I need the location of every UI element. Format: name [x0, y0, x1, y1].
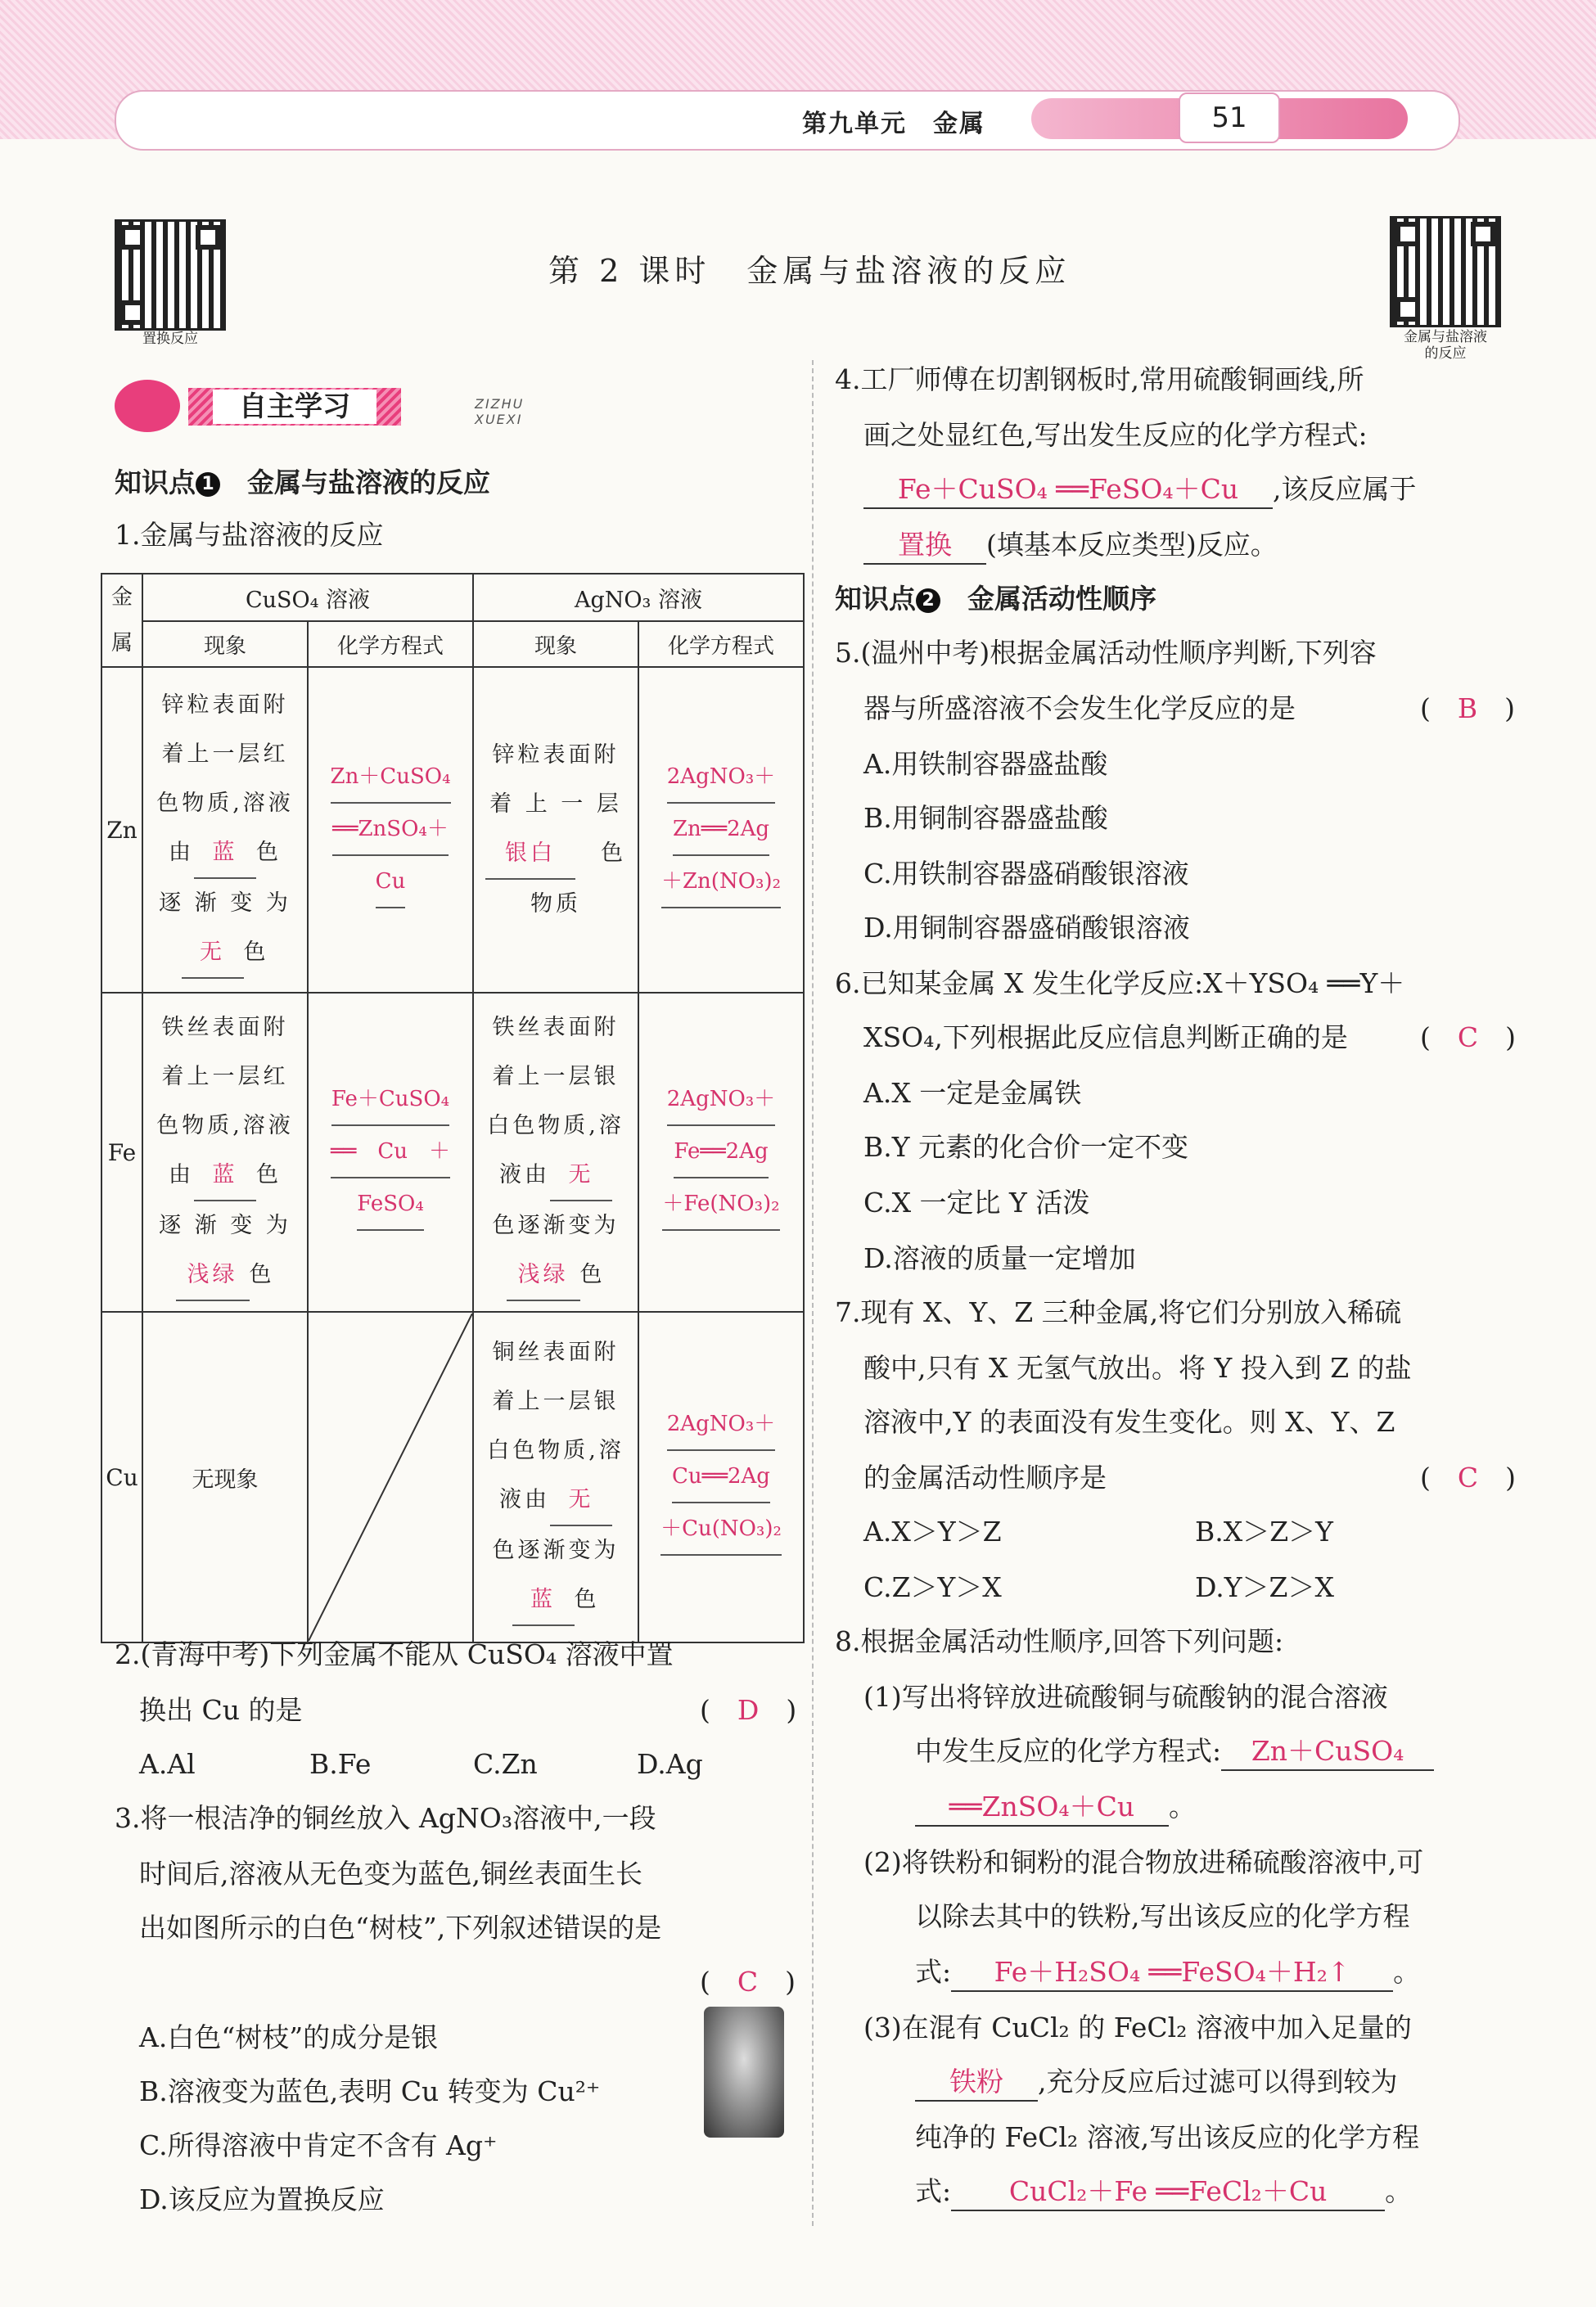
q8-p3-line-2: 铁粉 ,充分反应后过滤可以得到较为 — [915, 2064, 1398, 2102]
q5-option-c: C.用铁制容器盛硝酸银溶液 — [863, 858, 1189, 890]
q5-answer: ( B ) — [1420, 692, 1516, 724]
q8-p3-line-3: 纯净的 FeCl₂ 溶液,写出该反应的化学方程 — [915, 2121, 1420, 2153]
page-number: 51 — [1179, 92, 1280, 143]
q8-p1-line-2: 中发生反应的化学方程式: Zn＋CuSO₄ — [915, 1733, 1434, 1771]
q7-line-4: 的金属活动性顺序是 — [863, 1462, 1107, 1494]
q2-option-c: C.Zn — [473, 1748, 538, 1780]
q2-option-d: D.Ag — [637, 1748, 703, 1780]
q7-answer: ( C ) — [1420, 1462, 1516, 1494]
q7-option-d: D.Y＞Z＞X — [1195, 1571, 1334, 1603]
q7-line-1: 7.现有 X、Y、Z 三种金属,将它们分别放入稀硫 — [835, 1296, 1402, 1328]
reaction-table: 金 属 CuSO₄ 溶液 AgNO₃ 溶液 现象 化学方程式 现象 化学方程式 Zn 锌粒表面附 着上一层红 色物质,溶液 由 蓝 色 逐 渐 变 为 无 色 Zn＋CuSO₄ ══ZnSO₄＋ Cu 锌粒表面附 着 上 一 层 银白 色 物质 2AgNO₃＋ Zn══2Ag ＋Zn(NO₃)₂ Fe 铁丝表面附 着上一层红 色物质,溶液 由 蓝 色 逐 渐 变 为 浅绿 色 Fe＋CuSO₄ ══ Cu ＋ FeSO₄ 铁丝表面附 着上一层银 白色物质,溶 液由 无 色逐渐变为 浅绿 色 2AgNO₃＋ Fe══2Ag ＋Fe(NO₃)₂ Cu 无现象 铜丝表面附 着上一层银 白色物质,溶 液由 无 色逐渐变为 蓝 色 2AgNO₃＋ Cu══2Ag ＋Cu(NO₃)₂ — [101, 573, 805, 1643]
q7-line-2: 酸中,只有 X 无氢气放出。将 Y 投入到 Z 的盐 — [863, 1352, 1412, 1384]
test-tube-image — [704, 2007, 784, 2138]
q7-option-b: B.X＞Z＞Y — [1195, 1516, 1333, 1548]
q6-option-c: C.X 一定比 Y 活泼 — [863, 1187, 1090, 1219]
table-row: Cu 无现象 铜丝表面附 着上一层银 白色物质,溶 液由 无 色逐渐变为 蓝 色 2AgNO₃＋ Cu══2Ag ＋Cu(NO₃)₂ — [101, 1312, 804, 1642]
q4-line-3: Fe＋CuSO₄ ══FeSO₄＋Cu ,该反应属于 — [863, 471, 1417, 509]
pencil-icon — [115, 380, 180, 432]
qr-right-caption-2: 的反应 — [1424, 345, 1467, 362]
column-divider — [812, 360, 814, 2226]
q5-option-b: B.用铜制容器盛盐酸 — [863, 802, 1108, 834]
q2-answer: ( D ) — [700, 1694, 797, 1726]
q3-answer: ( C ) — [700, 1966, 796, 1998]
q8-p1-line-3: ══ZnSO₄＋Cu 。 — [915, 1789, 1196, 1827]
q6-answer: ( C ) — [1420, 1021, 1516, 1053]
q5-option-a: A.用铁制容器盛盐酸 — [863, 748, 1108, 780]
q6-option-b: B.Y 元素的化合价一定不变 — [863, 1131, 1189, 1163]
q2-line-2: 换出 Cu 的是 — [139, 1694, 303, 1726]
qr-right-caption-1: 金属与盐溶液 — [1404, 329, 1487, 345]
q3-option-c: C.所得溶液中肯定不含有 Ag⁺ — [139, 2129, 498, 2161]
table-row: Zn 锌粒表面附 着上一层红 色物质,溶液 由 蓝 色 逐 渐 变 为 无 色 Zn＋CuSO₄ ══ZnSO₄＋ Cu 锌粒表面附 着 上 一 层 银白 色 物质 2AgNO₃＋ Zn══2Ag ＋Zn(NO₃)₂ — [101, 667, 804, 993]
q3-line-3: 出如图所示的白色“树枝”,下列叙述错误的是 — [139, 1912, 662, 1944]
q2-option-b: B.Fe — [309, 1748, 372, 1780]
q8-line-0: 8.根据金属活动性顺序,回答下列问题: — [835, 1625, 1284, 1657]
qr-left-caption: 置换反应 — [142, 331, 198, 347]
q5-option-d: D.用铜制容器盛硝酸银溶液 — [863, 912, 1190, 944]
q3-option-d: D.该反应为置换反应 — [139, 2183, 385, 2215]
q3-option-b: B.溶液变为蓝色,表明 Cu 转变为 Cu²⁺ — [139, 2075, 601, 2107]
q8-p2-line-2: 以除去其中的铁粉,写出该反应的化学方程 — [915, 1900, 1410, 1932]
q7-option-c: C.Z＞Y＞X — [863, 1571, 1002, 1603]
q5-line-2: 器与所盛溶液不会发生化学反应的是 — [863, 692, 1296, 724]
q4-line-2: 画之处显红色,写出发生反应的化学方程式: — [863, 419, 1368, 451]
lesson-title: 第 2 课时 金属与盐溶液的反应 — [548, 253, 1071, 289]
section-badge: 自主学习 ZIZHU XUEXI — [115, 380, 458, 432]
q3-line-2: 时间后,溶液从无色变为蓝色,铜丝表面生长 — [139, 1858, 642, 1890]
q8-p3-line-1: (3)在混有 CuCl₂ 的 FeCl₂ 溶液中加入足量的 — [863, 2012, 1412, 2043]
q6-option-d: D.溶液的质量一定增加 — [863, 1242, 1136, 1274]
qr-code-right[interactable] — [1390, 216, 1501, 327]
q2-option-a: A.Al — [139, 1748, 196, 1780]
q3-option-a: A.白色“树枝”的成分是银 — [139, 2021, 439, 2053]
unit-title: 第九单元 金属 — [802, 110, 985, 138]
q4-line-1: 4.工厂师傅在切割钢板时,常用硫酸铜画线,所 — [835, 363, 1364, 395]
q1-title: 1.金属与盐溶液的反应 — [115, 519, 384, 551]
empty-diagonal-cell — [308, 1312, 473, 1642]
q4-line-4: 置换 (填基本反应类型)反应。 — [863, 527, 1278, 565]
q8-p2-line-1: (2)将铁粉和铜粉的混合物放进稀硫酸溶液中,可 — [863, 1846, 1424, 1878]
q2-line-1: 2.(青海中考)下列金属不能从 CuSO₄ 溶液中置 — [115, 1638, 674, 1670]
q8-p2-line-3: 式: Fe＋H₂SO₄ ══FeSO₄＋H₂↑ 。 — [915, 1954, 1420, 1992]
kp1-heading: 知识点 1 金属与盐溶液的反应 — [115, 466, 490, 498]
q8-p3-line-4: 式: CuCl₂＋Fe ══FeCl₂＋Cu 。 — [915, 2174, 1412, 2211]
q5-line-1: 5.(温州中考)根据金属活动性顺序判断,下列容 — [835, 637, 1377, 669]
qr-code-left[interactable] — [115, 219, 226, 331]
q6-line-1: 6.已知某金属 X 发生化学反应:X＋YSO₄ ══Y＋ — [835, 967, 1405, 999]
kp2-heading: 知识点 2 金属活动性顺序 — [835, 583, 1156, 615]
q7-option-a: A.X＞Y＞Z — [863, 1516, 1002, 1548]
q3-line-1: 3.将一根洁净的铜丝放入 AgNO₃溶液中,一段 — [115, 1802, 656, 1834]
q7-line-3: 溶液中,Y 的表面没有发生变化。则 X、Y、Z — [863, 1406, 1395, 1438]
q8-p1-line-1: (1)写出将锌放进硫酸铜与硫酸钠的混合溶液 — [863, 1681, 1388, 1713]
q6-option-a: A.X 一定是金属铁 — [863, 1077, 1082, 1109]
table-row: Fe 铁丝表面附 着上一层红 色物质,溶液 由 蓝 色 逐 渐 变 为 浅绿 色 Fe＋CuSO₄ ══ Cu ＋ FeSO₄ 铁丝表面附 着上一层银 白色物质,溶 液由 无 色逐渐变为 浅绿 色 2AgNO₃＋ Fe══2Ag ＋Fe(NO₃)₂ — [101, 993, 804, 1312]
q6-line-2: XSO₄,下列根据此反应信息判断正确的是 — [863, 1021, 1348, 1053]
